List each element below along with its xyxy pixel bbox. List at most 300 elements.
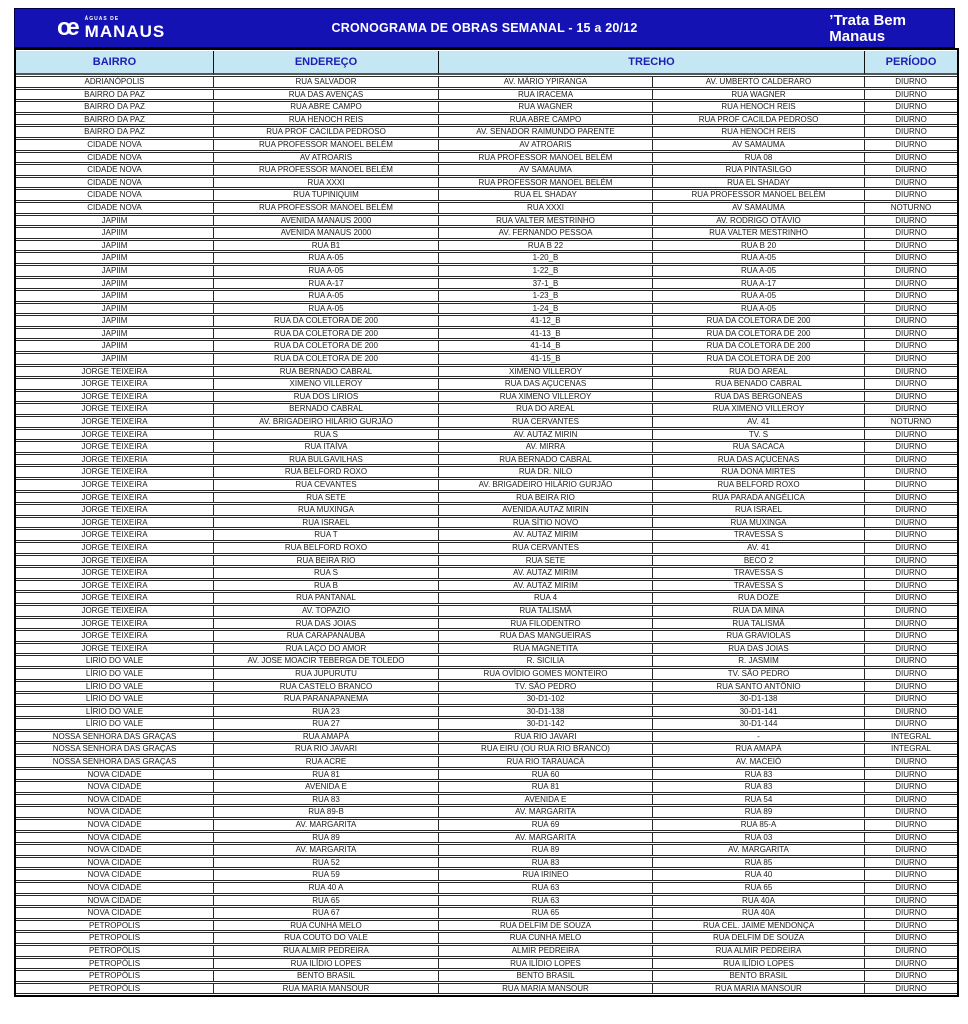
table-cell: DIURNO (865, 529, 957, 541)
table-row (16, 781, 957, 793)
title-banner (14, 8, 955, 48)
table-cell: AV. 41 (653, 416, 865, 428)
table-cell: DIURNO (865, 441, 957, 453)
table-cell: RUA XXXI (439, 202, 653, 214)
table-cell: JORGE TEIXEIRA (16, 580, 214, 592)
table-cell: RUA B1 (214, 240, 439, 252)
table-cell: RUA ILÍDIO LOPES (214, 958, 439, 970)
table-cell: RUA PINTASILGO (653, 164, 865, 176)
table-cell: DIURNO (865, 932, 957, 944)
table-cell: RUA EL SHADAY (653, 177, 865, 189)
table-cell: AV. RODRIGO OTÁVIO (653, 215, 865, 227)
table-cell: DIURNO (865, 592, 957, 604)
table-cell: DIURNO (865, 152, 957, 164)
table-cell: RUA 67 (214, 907, 439, 919)
table-row (16, 932, 957, 944)
table-cell: JORGE TEIXEIRA (16, 378, 214, 390)
table-row (16, 945, 957, 957)
table-cell: DIURNO (865, 869, 957, 881)
table-cell: BAIRRO DA PAZ (16, 126, 214, 138)
table-cell: AVENIDA MANAUS 2000 (214, 215, 439, 227)
table-cell: DIURNO (865, 794, 957, 806)
table-cell: DIURNO (865, 819, 957, 831)
table-cell: RUA B (214, 580, 439, 592)
table-cell: RUA CUNHA MELO (439, 932, 653, 944)
table-cell: RUA BERNADO CABRAL (439, 454, 653, 466)
table-cell: RUA GRAVIOLAS (653, 630, 865, 642)
table-row (16, 869, 957, 881)
table-row (16, 630, 957, 642)
table-cell: DIURNO (865, 983, 957, 995)
table-cell: RUA 63 (439, 882, 653, 894)
table-cell: JORGE TEIXEIRA (16, 429, 214, 441)
table-cell: 1-20_B (439, 252, 653, 264)
table-cell: 41-12_B (439, 315, 653, 327)
table-cell: RUA DAS AÇUCENAS (439, 378, 653, 390)
table-row (16, 819, 957, 831)
table-row (16, 492, 957, 504)
table-row (16, 958, 957, 970)
table-cell: DIURNO (865, 706, 957, 718)
table-cell: DIURNO (865, 466, 957, 478)
column-header-periodo: PERÍODO (865, 51, 957, 75)
table-cell: RUA PROFESSOR MANOEL BELÉM (214, 164, 439, 176)
table-cell: DIURNO (865, 240, 957, 252)
table-cell: RUA ILÍDIO LOPES (439, 958, 653, 970)
table-cell: LÍRIO DO VALE (16, 681, 214, 693)
table-cell: RUA PANTANAL (214, 592, 439, 604)
table-cell: RUA SETE (214, 492, 439, 504)
table-cell: RUA S (214, 429, 439, 441)
table-cell: JORGE TEIXEIRA (16, 479, 214, 491)
table-cell: DIURNO (865, 189, 957, 201)
table-row (16, 429, 957, 441)
table-row (16, 378, 957, 390)
table-cell: RUA DA COLETORA DE 200 (214, 315, 439, 327)
table-row (16, 983, 957, 995)
table-cell: JORGE TEIXEIRA (16, 504, 214, 516)
table-cell: DIURNO (865, 542, 957, 554)
table-cell: RUA 59 (214, 869, 439, 881)
table-cell: RUA A-05 (214, 290, 439, 302)
table-cell: NOSSA SENHORA DAS GRAÇAS (16, 743, 214, 755)
table-cell: RUA DONA MIRTES (653, 466, 865, 478)
table-row (16, 126, 957, 138)
table-cell: BAIRRO DA PAZ (16, 114, 214, 126)
table-cell: AV. MARGARITA (653, 844, 865, 856)
table-cell: TRAVESSA S (653, 580, 865, 592)
table-row (16, 416, 957, 428)
table-cell: CIDADE NOVA (16, 164, 214, 176)
table-cell: RUA EL SHADAY (439, 189, 653, 201)
table-row (16, 681, 957, 693)
table-row (16, 731, 957, 743)
table-cell: RUA EIRU (OU RUA RIO BRANCO) (439, 743, 653, 755)
table-cell: RUA T (214, 529, 439, 541)
table-cell: JORGE TEIXEIRA (16, 492, 214, 504)
table-cell: DIURNO (865, 555, 957, 567)
table-cell: INTEGRAL (865, 743, 957, 755)
table-cell: JAPIIM (16, 340, 214, 352)
table-cell: DIURNO (865, 958, 957, 970)
table-cell: AV. BRIGADEIRO HILÁRIO GURJÃO (439, 479, 653, 491)
table-cell: RUA DAS MANGUEIRAS (439, 630, 653, 642)
table-cell: RUA 81 (214, 769, 439, 781)
table-cell: RUA RIO JAVARI (214, 743, 439, 755)
table-cell: RUA 60 (439, 769, 653, 781)
table-cell: PETROPÓLIS (16, 983, 214, 995)
table-cell: RUA DAS JOIAS (214, 618, 439, 630)
table-cell: RUA ITAÍVA (214, 441, 439, 453)
table-row (16, 366, 957, 378)
ae-ligature-logo-icon: œ (57, 14, 79, 41)
table-cell: AV. AUTAZ MIRIM (439, 529, 653, 541)
table-cell: 37-1_B (439, 278, 653, 290)
table-cell: DIURNO (865, 655, 957, 667)
table-cell: RUA 65 (214, 895, 439, 907)
table-cell: 30-D1-138 (653, 693, 865, 705)
table-cell: RUA ABRE CAMPO (214, 101, 439, 113)
table-cell: RUA HENOCH REIS (653, 126, 865, 138)
table-cell: RUA 40A (653, 895, 865, 907)
table-cell: BENTO BRASIL (439, 970, 653, 982)
table-cell: DIURNO (865, 76, 957, 88)
table-cell: RUA 65 (653, 882, 865, 894)
table-cell: CIDADE NOVA (16, 152, 214, 164)
table-cell: DIURNO (865, 618, 957, 630)
table-cell: JAPIIM (16, 353, 214, 365)
table-cell: RUA BELFORD ROXO (214, 466, 439, 478)
table-cell: RUA MUXINGA (214, 504, 439, 516)
table-cell: RUA DO AREAL (439, 403, 653, 415)
table-cell: RUA A-17 (653, 278, 865, 290)
table-cell: AV. MARGARITA (214, 819, 439, 831)
table-cell: JAPIIM (16, 328, 214, 340)
table-cell: JORGE TEIXEIRA (16, 517, 214, 529)
tagline-line2: Manaus (829, 27, 886, 45)
table-cell: NOVA CIDADE (16, 857, 214, 869)
table-cell: NOVA CIDADE (16, 769, 214, 781)
table-cell: RUA PROFESSOR MANOEL BELÉM (653, 189, 865, 201)
table-cell: DIURNO (865, 504, 957, 516)
table-cell: RUA 4 (439, 592, 653, 604)
table-row (16, 844, 957, 856)
trata-bem-manaus-logo (829, 13, 906, 45)
table-cell: JAPIIM (16, 303, 214, 315)
table-cell: DIURNO (865, 756, 957, 768)
table-cell: RUA ABRE CAMPO (439, 114, 653, 126)
table-cell: DIURNO (865, 517, 957, 529)
table-cell: RUA CERVANTES (439, 416, 653, 428)
table-cell: JORGE TEIXEIRA (16, 630, 214, 642)
table-row (16, 555, 957, 567)
table-cell: DIURNO (865, 265, 957, 277)
table-cell: DIURNO (865, 454, 957, 466)
table-cell: DIURNO (865, 643, 957, 655)
table-cell: RUA B 20 (653, 240, 865, 252)
table-cell: DIURNO (865, 252, 957, 264)
table-cell: RUA A-05 (214, 265, 439, 277)
table-cell: AV. BRIGADEIRO HILÁRIO GURJÃO (214, 416, 439, 428)
table-cell: LÍRIO DO VALE (16, 718, 214, 730)
table-cell: DIURNO (865, 89, 957, 101)
table-cell: INTEGRAL (865, 731, 957, 743)
table-cell: PETROPOLIS (16, 932, 214, 944)
table-cell: RUA BERNADO CABRAL (214, 366, 439, 378)
table-cell: RUA BEIRA RIO (214, 555, 439, 567)
table-cell: DIURNO (865, 718, 957, 730)
table-cell: AV. TOPAZIO (214, 605, 439, 617)
table-cell: AV. MACEIÓ (653, 756, 865, 768)
table-cell: PETROPOLIS (16, 920, 214, 932)
table-cell: AVENIDA AUTAZ MIRIN (439, 504, 653, 516)
table-cell: RUA DOS LIRIOS (214, 391, 439, 403)
table-row (16, 152, 957, 164)
table-cell: RUA DA COLETORA DE 200 (653, 315, 865, 327)
table-cell: DIURNO (865, 681, 957, 693)
table-row (16, 202, 957, 214)
table-cell: LÍRIO DO VALE (16, 693, 214, 705)
table-cell: RUA TUPINIQUIM (214, 189, 439, 201)
table-cell: CIDADE NOVA (16, 202, 214, 214)
table-cell: RUA 03 (653, 832, 865, 844)
table-row (16, 403, 957, 415)
table-cell: 1-22_B (439, 265, 653, 277)
column-header-endereco: ENDEREÇO (214, 51, 439, 75)
table-cell: RUA BELFORD ROXO (653, 479, 865, 491)
table-cell: RUA DELFIM DE SOUZA (653, 932, 865, 944)
table-row (16, 189, 957, 201)
table-cell: DIURNO (865, 920, 957, 932)
table-row (16, 542, 957, 554)
table-cell: RUA PROF CACILDA PEDROSO (653, 114, 865, 126)
table-row (16, 920, 957, 932)
table-cell: RUA 08 (653, 152, 865, 164)
table-cell: RUA XIMENO VILLEROY (439, 391, 653, 403)
table-cell: RUA 23 (214, 706, 439, 718)
table-cell: RUA HENOCH REIS (214, 114, 439, 126)
table-cell: JORGE TEIXEIRA (16, 592, 214, 604)
table-cell: CIDADE NOVA (16, 139, 214, 151)
table-cell: DIURNO (865, 429, 957, 441)
table-body (16, 76, 957, 994)
table-cell: AV. AUTAZ MIRIM (439, 580, 653, 592)
table-cell: DIURNO (865, 895, 957, 907)
table-row (16, 89, 957, 101)
table-cell: DIURNO (865, 567, 957, 579)
table-cell: AV. MIRRA (439, 441, 653, 453)
table-cell: 30-D1-141 (653, 706, 865, 718)
table-cell: DIURNO (865, 970, 957, 982)
table-cell: 30-D1-138 (439, 706, 653, 718)
table-cell: DIURNO (865, 882, 957, 894)
table-cell: DIURNO (865, 492, 957, 504)
table-cell: RUA WAGNER (439, 101, 653, 113)
table-cell: RUA AMAPÁ (653, 743, 865, 755)
table-row (16, 278, 957, 290)
table-cell: RUA XIMENO VILLEROY (653, 403, 865, 415)
table-row (16, 970, 957, 982)
table-cell: TV. SÃO PEDRO (653, 668, 865, 680)
trata-bem-mark-icon: ’ (829, 12, 834, 29)
table-cell: RUA CEVANTES (214, 479, 439, 491)
table-cell: BENTO BRASIL (214, 970, 439, 982)
table-row (16, 315, 957, 327)
table-row (16, 353, 957, 365)
table-cell: PETROPÓLIS (16, 958, 214, 970)
table-cell: RUA FILODENTRO (439, 618, 653, 630)
table-cell: RUA 89 (653, 806, 865, 818)
table-cell: RUA SETE (439, 555, 653, 567)
table-cell: RUA A-05 (653, 290, 865, 302)
table-cell: RUA DA COLETORA DE 200 (653, 340, 865, 352)
table-row (16, 857, 957, 869)
table-cell: 41-13_B (439, 328, 653, 340)
table-cell: TRAVESSA S (653, 567, 865, 579)
table-cell: 30-D1-144 (653, 718, 865, 730)
table-cell: JORGE TEIXEIRA (16, 618, 214, 630)
table-cell: AV. MARGARITA (439, 832, 653, 844)
table-cell: DIURNO (865, 303, 957, 315)
table-cell: R. JASMIM (653, 655, 865, 667)
table-cell: RUA 63 (439, 895, 653, 907)
table-cell: RUA MARIA MANSOUR (214, 983, 439, 995)
table-row (16, 466, 957, 478)
table-cell: RUA MAGNETITA (439, 643, 653, 655)
table-cell: TRAVESSA S (653, 529, 865, 541)
table-row (16, 504, 957, 516)
table-cell: DIURNO (865, 630, 957, 642)
table-cell: RUA DA MINA (653, 605, 865, 617)
table-cell: JORGE TEIXEIRA (16, 466, 214, 478)
table-cell: RUA CUNHA MELO (214, 920, 439, 932)
column-header-bairro: BAIRRO (16, 51, 214, 75)
table-cell: AV. UMBERTO CALDERARO (653, 76, 865, 88)
table-row (16, 895, 957, 907)
table-cell: NOVA CIDADE (16, 794, 214, 806)
logo-wordmark (85, 17, 166, 40)
table-cell: PETROPÓLIS (16, 945, 214, 957)
table-cell: RUA 69 (439, 819, 653, 831)
table-cell: JORGE TEIXEIRA (16, 441, 214, 453)
table-cell: RUA RIO JAVARI (439, 731, 653, 743)
table-cell: JORGE TEIXEIRA (16, 567, 214, 579)
table-cell: BERNADO CABRAL (214, 403, 439, 415)
table-cell: RUA 81 (439, 781, 653, 793)
table-row (16, 529, 957, 541)
table-cell: XIMENO VILLEROY (439, 366, 653, 378)
table-cell: DIURNO (865, 328, 957, 340)
table-cell: NOVA CIDADE (16, 832, 214, 844)
table-cell: DIURNO (865, 391, 957, 403)
table-cell: RUA ACRE (214, 756, 439, 768)
table-cell: RUA DA COLETORA DE 200 (214, 353, 439, 365)
table-cell: JORGE TEIXEIRA (16, 555, 214, 567)
table-cell: RUA A-05 (653, 265, 865, 277)
table-row (16, 340, 957, 352)
table-cell: DIURNO (865, 114, 957, 126)
table-cell: NOVA CIDADE (16, 907, 214, 919)
table-row (16, 441, 957, 453)
table-cell: PETROPÓLIS (16, 970, 214, 982)
table-cell: CIDADE NOVA (16, 177, 214, 189)
table-cell: - (653, 731, 865, 743)
table-cell: JAPIIM (16, 240, 214, 252)
table-cell: 1-23_B (439, 290, 653, 302)
table-cell: RUA WAGNER (653, 89, 865, 101)
table-cell: DIURNO (865, 177, 957, 189)
table-cell: RUA DAS AÇUCENAS (653, 454, 865, 466)
table-cell: RUA CARAPANAUBA (214, 630, 439, 642)
table-row (16, 718, 957, 730)
column-header-trecho: TRECHO (439, 51, 865, 75)
table-cell: RUA SACACA (653, 441, 865, 453)
table-cell: DIURNO (865, 378, 957, 390)
table-row (16, 227, 957, 239)
table-cell: JORGE TEIXEIRA (16, 529, 214, 541)
tagline-line1: Trata Bem (833, 12, 906, 29)
table-cell: JORGE TEIXEIRA (16, 366, 214, 378)
table-cell: RUA 85 (653, 857, 865, 869)
aguas-de-manaus-logo (57, 9, 165, 47)
table-cell: RUA XXXI (214, 177, 439, 189)
table-cell: JORGE TEIXERIA (16, 454, 214, 466)
table-cell: DIURNO (865, 844, 957, 856)
table-cell: DIURNO (865, 215, 957, 227)
table-cell: RUA DO AREAL (653, 366, 865, 378)
table-cell: BECO 2 (653, 555, 865, 567)
table-cell: RUA DR. NILO (439, 466, 653, 478)
logo-name-text: MANAUS (84, 21, 166, 41)
table-cell: DIURNO (865, 693, 957, 705)
table-row (16, 240, 957, 252)
table-cell: LÍRIO DO VALE (16, 668, 214, 680)
table-cell: RUA DA COLETORA DE 200 (214, 340, 439, 352)
table-cell: JAPIIM (16, 215, 214, 227)
table-cell: NOTURNO (865, 416, 957, 428)
table-cell: RUA PARANAPANEMA (214, 693, 439, 705)
table-row (16, 794, 957, 806)
table-cell: AV. MARGARITA (439, 806, 653, 818)
table-cell: RUA 65 (439, 907, 653, 919)
table-cell: DIURNO (865, 668, 957, 680)
table-cell: RUA 54 (653, 794, 865, 806)
table-cell: AV SAMAUMA (653, 139, 865, 151)
table-cell: RUA 89-B (214, 806, 439, 818)
table-cell: R. SICILIA (439, 655, 653, 667)
header-row (16, 51, 957, 75)
table-header (16, 51, 957, 75)
table-row (16, 101, 957, 113)
table-cell: RUA SANTO ANTÔNIO (653, 681, 865, 693)
table-row (16, 668, 957, 680)
table-cell: NOSSA SENHORA DAS GRAÇAS (16, 756, 214, 768)
table-cell: JAPIIM (16, 265, 214, 277)
table-row (16, 114, 957, 126)
table-cell: AV ATROARIS (214, 152, 439, 164)
table-cell: DIURNO (865, 945, 957, 957)
table-row (16, 655, 957, 667)
table-cell: RUA MARIA MANSOUR (653, 983, 865, 995)
table-cell: RUA DAS AVENÇAS (214, 89, 439, 101)
table-cell: RUA 83 (439, 857, 653, 869)
table-cell: JORGE TEIXEIRA (16, 643, 214, 655)
table-cell: RUA A-05 (653, 252, 865, 264)
table-cell: AV. 41 (653, 542, 865, 554)
table-cell: JAPIIM (16, 315, 214, 327)
table-cell: RUA DELFIM DE SOUZA (439, 920, 653, 932)
table-cell: DIURNO (865, 907, 957, 919)
